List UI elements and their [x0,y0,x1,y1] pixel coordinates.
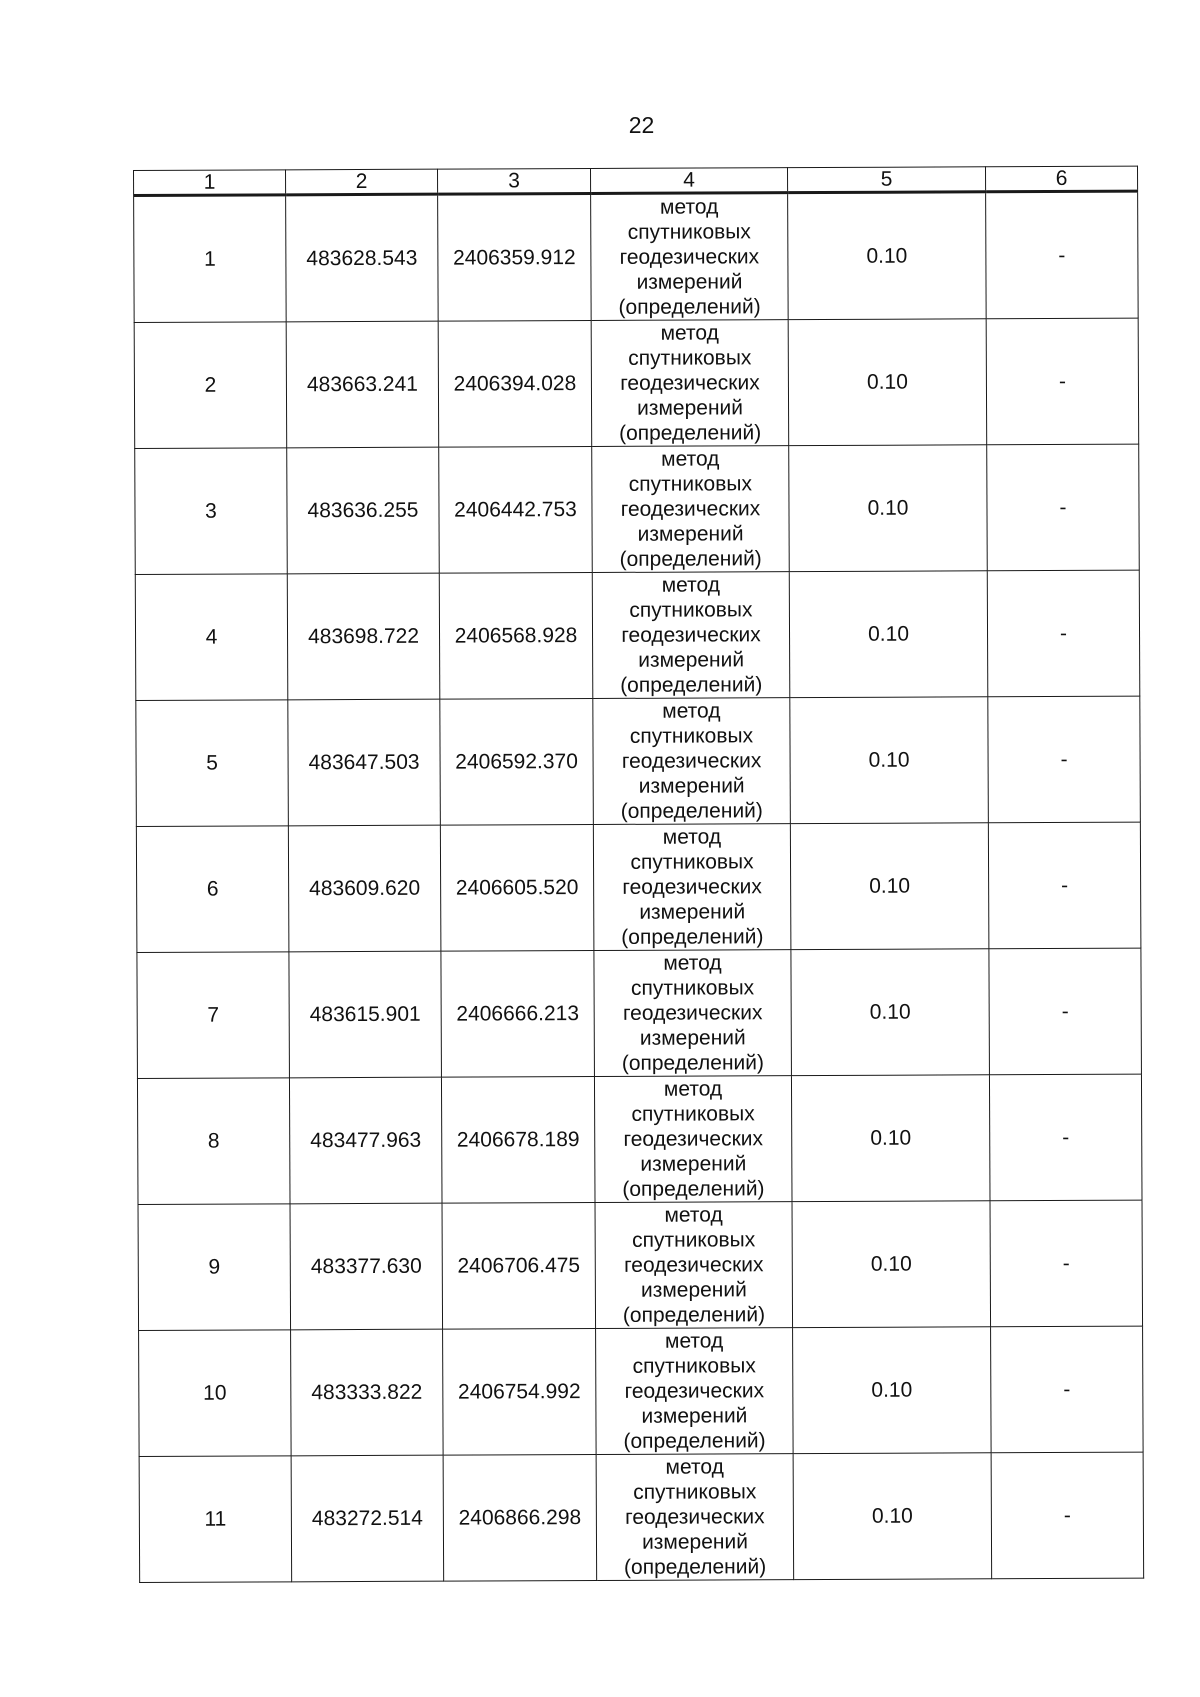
method-line: метод [662,825,722,849]
table-row [137,948,1142,1078]
table-row [138,1200,1143,1330]
table-body [134,191,1144,1582]
method-line: геодезических [620,497,761,521]
method-line: измерений [641,1404,748,1428]
method-line: спутниковых [629,724,754,748]
accuracy-cell: 0.10 [791,1075,990,1202]
method-line: геодезических [623,1253,764,1277]
coordinate-y-cell: 2406866.298 [443,1454,597,1581]
method-line: (определений) [618,295,761,319]
method-line: спутниковых [632,1354,756,1378]
method-line: спутниковых [628,346,752,370]
method-line: геодезических [621,749,762,773]
column-header-1: 1 [134,170,286,196]
point-number-cell: 7 [137,952,290,1079]
point-number-cell: 6 [136,826,289,953]
coordinate-x-cell: 483636.255 [287,447,440,574]
accuracy-cell: 0.10 [789,445,988,572]
point-number-cell: 10 [139,1330,292,1457]
method-line: измерений [637,396,744,420]
coordinate-y-cell: 2406592.370 [440,698,594,825]
method-line: метод [660,321,719,345]
coordinate-y-cell: 2406754.992 [443,1328,597,1455]
method-line: измерений [640,1278,747,1302]
method-line: измерений [641,1530,748,1554]
method-cell [594,1076,792,1203]
coordinate-x-cell: 483477.963 [289,1077,442,1204]
coordinates-table [133,166,1144,1583]
table-row [139,1326,1144,1456]
coordinate-y-cell: 2406442.753 [439,447,593,574]
method-line: (определений) [622,1303,766,1327]
method-cell [595,1202,793,1329]
note-cell: - [987,444,1140,571]
method-line: геодезических [625,1505,765,1529]
column-header-5: 5 [787,167,985,193]
table-row [134,318,1139,448]
method-cell [591,320,789,447]
method-cell [596,1454,794,1581]
method-line: метод [663,951,722,975]
table-row [136,696,1141,826]
method-line: метод [662,699,721,723]
method-line: спутниковых [631,1102,755,1126]
point-number-cell: 3 [135,448,288,575]
column-header-6: 6 [985,166,1137,192]
coordinate-x-cell: 483628.543 [286,194,439,322]
method-line: метод [661,447,720,471]
coordinate-y-cell: 2406359.912 [438,194,592,322]
note-cell: - [989,1074,1142,1201]
column-header-4: 4 [590,168,787,194]
method-line: геодезических [620,371,760,395]
method-line: спутниковых [628,472,753,496]
coordinate-x-cell: 483377.630 [290,1203,443,1330]
accuracy-cell: 0.10 [793,1327,992,1454]
method-line: измерений [637,522,744,546]
accuracy-cell: 0.10 [793,1453,992,1580]
method-line: измерений [638,774,745,798]
point-number-cell: 2 [134,322,287,449]
column-header-3: 3 [437,169,590,195]
method-line: метод [663,1077,723,1101]
coordinates-sheet [133,166,1143,1583]
method-line: (определений) [623,1429,766,1453]
method-line: геодезических [624,1379,765,1403]
point-number-cell: 11 [139,1456,292,1583]
method-line: геодезических [622,875,762,899]
method-cell [591,193,789,321]
method-cell [596,1328,794,1455]
accuracy-cell: 0.10 [791,949,990,1076]
method-line: спутниковых [627,220,751,244]
coordinate-x-cell: 483698.722 [287,573,440,700]
method-cell [592,446,790,573]
method-line: метод [665,1455,724,1479]
method-line: метод [661,573,721,597]
method-cell [594,950,792,1077]
note-cell: - [986,318,1139,445]
note-cell: - [988,696,1141,823]
coordinate-x-cell: 483333.822 [291,1329,444,1456]
method-cell [593,824,791,951]
method-line: (определений) [623,1555,767,1579]
method-line: (определений) [619,547,762,571]
coordinate-y-cell: 2406568.928 [439,572,593,699]
table-row [139,1452,1144,1582]
coordinate-x-cell: 483609.620 [288,825,441,952]
note-cell: - [989,948,1142,1075]
method-line: (определений) [620,673,763,697]
coordinate-x-cell: 483647.503 [288,699,441,826]
accuracy-cell: 0.10 [792,1201,991,1328]
coordinate-y-cell: 2406605.520 [440,824,594,951]
accuracy-cell: 0.10 [788,192,987,320]
method-line: измерений [636,270,743,294]
coordinate-x-cell: 483272.514 [291,1455,444,1582]
coordinate-y-cell: 2406706.475 [442,1202,596,1329]
note-cell: - [990,1200,1143,1327]
method-line: метод [664,1203,723,1227]
point-number-cell: 4 [135,574,288,701]
note-cell: - [986,191,1139,319]
method-line: измерений [639,900,746,924]
method-line: спутниковых [630,976,755,1000]
method-line: (определений) [621,925,764,949]
coordinate-y-cell: 2406394.028 [438,321,592,448]
point-number-cell: 9 [138,1204,291,1331]
table-row [134,191,1139,322]
point-number-cell: 5 [136,700,289,827]
coordinate-y-cell: 2406666.213 [441,950,595,1077]
method-line: метод [664,1329,724,1353]
method-line: (определений) [622,1177,765,1201]
method-line: (определений) [620,799,763,823]
method-line: измерений [639,1026,746,1050]
note-cell: - [987,570,1140,697]
coordinate-x-cell: 483663.241 [286,321,439,448]
table-row [136,822,1141,952]
method-line: измерений [638,648,745,672]
note-cell: - [991,1452,1144,1579]
method-line: измерений [640,1152,747,1176]
method-cell [593,698,791,825]
method-line: геодезических [619,245,760,269]
method-line: геодезических [622,1001,763,1025]
method-line: метод [659,195,719,219]
note-cell: - [991,1326,1144,1453]
method-line: (определений) [621,1051,765,1075]
column-header-2: 2 [286,169,438,195]
coordinate-x-cell: 483615.901 [289,951,442,1078]
method-line: спутниковых [632,1228,756,1252]
method-line: спутниковых [630,850,754,874]
note-cell: - [988,822,1141,949]
accuracy-cell: 0.10 [790,697,989,824]
point-number-cell: 1 [134,195,287,323]
table-row [135,444,1140,574]
page-number: 22 [628,112,655,138]
method-line: спутниковых [629,598,753,622]
coordinate-y-cell: 2406678.189 [441,1076,595,1203]
method-line: геодезических [621,623,761,647]
point-number-cell: 8 [137,1078,290,1205]
accuracy-cell: 0.10 [790,823,989,950]
accuracy-cell: 0.10 [788,319,987,446]
method-line: (определений) [619,421,762,445]
method-cell [592,572,790,699]
method-line: геодезических [623,1127,764,1151]
accuracy-cell: 0.10 [789,571,988,698]
method-line: спутниковых [633,1480,757,1504]
table-row [135,570,1140,700]
table-row [137,1074,1142,1204]
